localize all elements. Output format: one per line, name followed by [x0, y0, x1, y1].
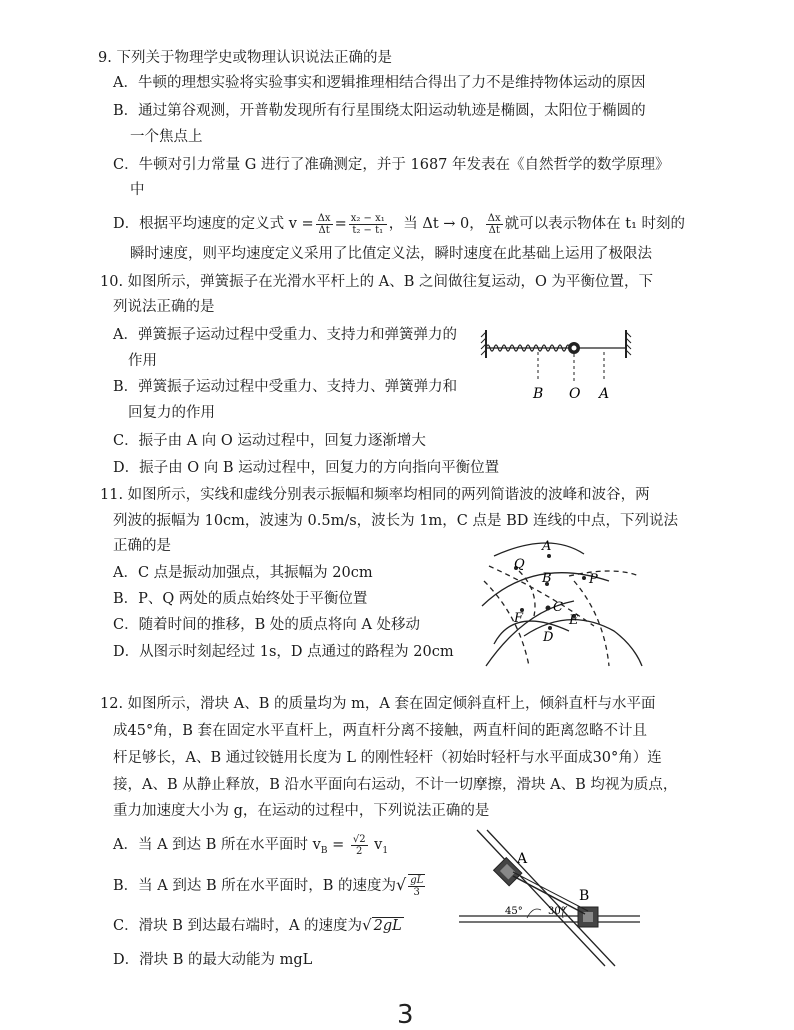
q10-option-c: C．振子由 A 向 O 运动过程中，回复力逐渐增大: [113, 433, 426, 449]
q9-option-a: A．牛顿的理想实验将实验事实和逻辑推理相结合得出了力不是维持物体运动的原因: [113, 75, 646, 91]
q12-a-fraction: $\frac{√2}{2}$: [352, 833, 366, 857]
page-number: 3: [397, 1000, 414, 1030]
q11-stem: 11. 如图所示，实线和虚线分别表示振幅和频率均相同的两列简谐波的波峰和波谷，两: [100, 487, 650, 503]
q11-option-d: D．从图示时刻起经过 1s，D 点通过的路程为 20cm: [113, 644, 454, 660]
q12-option-b: B．当 A 到达 B 所在水平面时，B 的速度为√ $\frac{gL}{3}$: [113, 875, 424, 898]
point-e: E: [569, 613, 579, 628]
point-a: A: [542, 539, 552, 554]
q11-stem-cont-2: 正确的是: [113, 538, 171, 554]
q9-d-text-b: ，当 Δt → 0，: [388, 216, 484, 232]
q11-option-a: A．C 点是振动加强点，其振幅为 20cm: [113, 565, 373, 581]
q9-d-text-a: D．根据平均速度的定义式 v =: [113, 216, 314, 232]
q9-d-text-c: 就可以表示物体在 t₁ 时刻的: [504, 216, 686, 232]
q12-stem-cont-3: 接，A、B 从静止释放，B 沿水平面向右运动，不计一切摩擦，滑块 A、B 均视为质点，: [113, 777, 678, 793]
q10-option-b: B．弹簧振子运动过程中受重力、支持力、弹簧弹力和: [113, 379, 458, 395]
point-c: C: [553, 600, 563, 615]
q9-d-fraction-1: $\frac{\Delta x}{\Delta t}$: [317, 212, 331, 236]
q12-b-sqrt-fraction: $\frac{gL}{3}$: [410, 875, 424, 898]
label-slider-b: B: [579, 888, 590, 904]
label-b: B: [533, 386, 544, 402]
angle-45: 45°: [505, 906, 523, 917]
q9-option-d-cont: 瞬时速度，则平均速度定义采用了比值定义法，瞬时速度在此基础上运用了极限法: [130, 246, 652, 262]
q12-c-sqrt: 2gL: [373, 918, 402, 934]
q9-option-c-cont: 中: [130, 182, 145, 198]
point-f: F: [514, 611, 524, 626]
spring-oscillator-figure: [478, 322, 638, 402]
wave-interference-figure: [474, 536, 654, 676]
q9-d-fraction-2: $\frac{\text{x₂ − x₁}}{\text{t₂ − t₁}}$: [350, 212, 385, 236]
q11-option-b: B．P、Q 两处的质点始终处于平衡位置: [113, 591, 368, 607]
label-o: O: [569, 386, 581, 402]
q12-stem-cont-1: 成45°角，B 套在固定水平直杆上，两直杆分离不接触，两直杆间的距离忽略不计且: [113, 723, 647, 739]
angle-30: 30°: [548, 906, 566, 917]
q10-option-b-cont: 回复力的作用: [128, 405, 215, 421]
q12-stem-cont-4: 重力加速度大小为 g，在运动的过程中，下列说法正确的是: [113, 803, 490, 819]
point-d: D: [543, 630, 554, 645]
q10-stem: 10. 如图所示，弹簧振子在光滑水平杆上的 A、B 之间做往复运动，O 为平衡位置，下: [100, 274, 654, 290]
label-slider-a: A: [517, 851, 528, 867]
q9-d-fraction-3: $\frac{\Delta x}{\Delta t}$: [487, 212, 501, 236]
label-a: A: [599, 386, 610, 402]
q12-stem: 12. 如图所示，滑块 A、B 的质量均为 m，A 套在固定倾斜直杆上，倾斜直杆与水平面: [100, 696, 656, 712]
q12-option-a: A．当 A 到达 B 所在水平面时 $v_B$ = $\frac{√2}{2}$ $v_1$: [113, 833, 389, 857]
q9-option-d: D．根据平均速度的定义式 v = $\frac{\Delta x}{\Delta t}$ = $\frac{\text{x₂ − x₁}}{\text{t₂ − t₁}}$ ，当 Δt → 0， $\frac{\Delta x}{\Delta t}$ 就可以表示物体在 t₁ 时刻的: [113, 212, 686, 236]
q10-option-a: A．弹簧振子运动过程中受重力、支持力和弹簧弹力的: [113, 327, 457, 343]
point-p: P: [589, 572, 598, 587]
point-b: B: [542, 571, 552, 586]
q11-stem-cont-1: 列波的振幅为 10cm，波速为 0.5m/s，波长为 1m，C 点是 BD 连线的中点，下列说法: [113, 513, 678, 529]
q10-stem-cont: 列说法正确的是: [113, 299, 215, 315]
q9-option-b: B．通过第谷观测，开普勒发现所有行星围绕太阳运动轨迹是椭圆，太阳位于椭圆的: [113, 103, 646, 119]
q11-option-c: C．随着时间的推移，B 处的质点将向 A 处移动: [113, 617, 421, 633]
q10-option-a-cont: 作用: [128, 353, 157, 369]
q9-option-c: C．牛顿对引力常量 G 进行了准确测定，并于 1687 年发表在《自然哲学的数学原理》: [113, 157, 670, 173]
q10-option-d: D．振子由 O 向 B 运动过程中，回复力的方向指向平衡位置: [113, 460, 500, 476]
q12-option-c: C．滑块 B 到达最右端时，A 的速度为√ 2gL: [113, 916, 402, 934]
q12-option-d: D．滑块 B 的最大动能为 mgL: [113, 952, 313, 968]
q12-stem-cont-2: 杆足够长，A、B 通过铰链用长度为 L 的刚性轻杆（初始时轻杆与水平面成30°角）连: [113, 750, 662, 766]
q9-stem: 9. 下列关于物理学史或物理认识说法正确的是: [98, 50, 392, 66]
slider-rod-figure: [455, 826, 645, 976]
point-q: Q: [514, 557, 525, 572]
q9-option-b-cont: 一个焦点上: [130, 129, 203, 145]
